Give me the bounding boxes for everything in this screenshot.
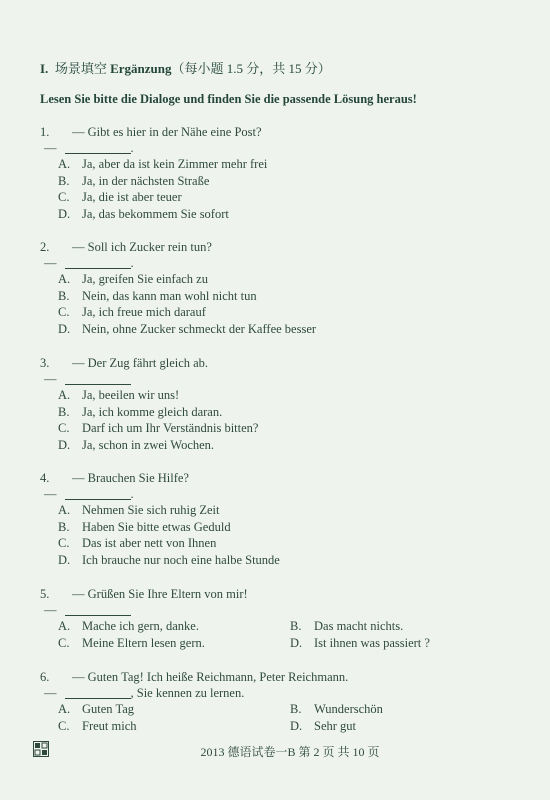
option-c[interactable]: C. Darf ich um Ihr Verständnis bitten? (58, 421, 259, 435)
question-number: 2. (40, 240, 50, 254)
option-c[interactable]: C. Meine Eltern lesen gern. (58, 635, 205, 650)
option-c[interactable]: C. Ja, ich freue mich darauf (58, 305, 206, 319)
option-b[interactable]: B. Ja, ich komme gleich daran. (58, 404, 223, 419)
question-number: 5. (40, 587, 50, 601)
answer-blank[interactable] (65, 145, 131, 154)
question-3: 3. — Der Zug fährt gleich ab. — A. Ja, beeilen wir uns! B. Ja, ich komme gleich daran. C. Darf ich um Ihr Verständnis bitten? D. Ja, schon in zwei Wochen. (40, 355, 520, 453)
question-prompt: Guten Tag! Ich heiße Reichmann, Peter Reichmann. (87, 670, 349, 684)
option-d[interactable]: D. Ich brauche nur noch eine halbe Stunde (58, 552, 280, 567)
question-number: 6. (40, 670, 50, 684)
page-footer: 2013 德语试卷一B 第 2 页 共 10 页 (200, 745, 380, 759)
option-b[interactable]: B. Wunderschön (290, 702, 383, 716)
question-prompt: Der Zug fährt gleich ab. (87, 356, 209, 370)
option-b[interactable]: B. Das macht nichts. (290, 619, 404, 633)
question-number: 3. (40, 356, 50, 370)
answer-blank[interactable] (65, 491, 131, 500)
option-c[interactable]: C. Das ist aber nett von Ihnen (58, 536, 217, 550)
options-grid (40, 701, 520, 734)
question-prompt: Soll ich Zucker rein tun? (87, 240, 212, 254)
section-scoring: （每小题 1.5 分，共 15 分） (171, 61, 331, 76)
option-d[interactable]: D. Sehr gut (290, 718, 357, 733)
instructions: Lesen Sie bitte die Dialoge und finden Sie die passende Lösung heraus! (40, 92, 417, 106)
option-b[interactable]: B. Nein, das kann man wohl nicht tun (58, 288, 257, 303)
option-d[interactable]: D. Ja, schon in zwei Wochen. (58, 437, 215, 452)
question-6: 6. — Guten Tag! Ich heiße Reichmann, Peter Reichmann. — , Sie kennen zu lernen. A. Guten Tag B. Wunderschön C. Freut mich D. Sehr gut (40, 669, 520, 734)
section-title (40, 58, 331, 77)
option-a[interactable]: A. Guten Tag (58, 702, 135, 716)
option-a[interactable]: A. Mache ich gern, danke. (58, 619, 199, 633)
question-prompt: Gibt es hier in der Nähe eine Post? (87, 125, 262, 139)
question-5: 5. — Grüßen Sie Ihre Eltern von mir! — A. Mache ich gern, danke. B. Das macht nichts. C. Meine Eltern lesen gern. D. Ist ihnen was passiert ? (40, 586, 520, 651)
option-c[interactable]: C. Freut mich (58, 718, 137, 733)
option-a[interactable]: A. Nehmen Sie sich ruhig Zeit (58, 503, 220, 517)
option-d[interactable]: D. Ist ihnen was passiert ? (290, 635, 430, 650)
option-d[interactable]: D. Ja, das bekommem Sie sofort (58, 206, 229, 221)
section-title-de: Ergänzung (110, 61, 172, 76)
question-number: 4. (40, 471, 50, 485)
section-title-cn: 场景填空 (54, 61, 107, 76)
question-number: 1. (40, 125, 50, 139)
question-2: 2. — Soll ich Zucker rein tun? — . A. Ja, greifen Sie einfach zu B. Nein, das kann man wohl nicht tun C. Ja, ich freue mich darauf D. Nein, ohne Zucker schmeckt der Kaffee besser (40, 239, 520, 337)
option-b[interactable]: B. Haben Sie bitte etwas Geduld (58, 519, 231, 534)
section-number: I. (40, 61, 49, 76)
options-grid (40, 618, 520, 651)
option-a[interactable]: A. Ja, aber da ist kein Zimmer mehr frei (58, 157, 268, 171)
option-b[interactable]: B. Ja, in der nächsten Straße (58, 173, 210, 188)
answer-blank[interactable] (65, 260, 131, 269)
answer-blank[interactable] (65, 607, 131, 616)
question-prompt: Grüßen Sie Ihre Eltern von mir! (87, 587, 248, 601)
question-4: 4. — Brauchen Sie Hilfe? — . A. Nehmen Sie sich ruhig Zeit B. Haben Sie bitte etwas Geduld C. Das ist aber nett von Ihnen D. Ich brauche nur noch eine halbe Stunde (40, 470, 520, 568)
answer-blank[interactable] (65, 376, 131, 385)
question-1: 1. — Gibt es hier in der Nähe eine Post? — . A. Ja, aber da ist kein Zimmer mehr frei B. Ja, in der nächsten Straße C. Ja, die ist aber teuer D. Ja, das bekommem Sie sofort (40, 124, 520, 222)
option-c[interactable]: C. Ja, die ist aber teuer (58, 190, 182, 204)
option-a[interactable]: A. Ja, beeilen wir uns! (58, 388, 180, 402)
option-a[interactable]: A. Ja, greifen Sie einfach zu (58, 272, 208, 286)
option-d[interactable]: D. Nein, ohne Zucker schmeckt der Kaffee besser (58, 321, 317, 336)
answer-blank[interactable] (65, 690, 131, 699)
question-prompt: Brauchen Sie Hilfe? (87, 471, 189, 485)
